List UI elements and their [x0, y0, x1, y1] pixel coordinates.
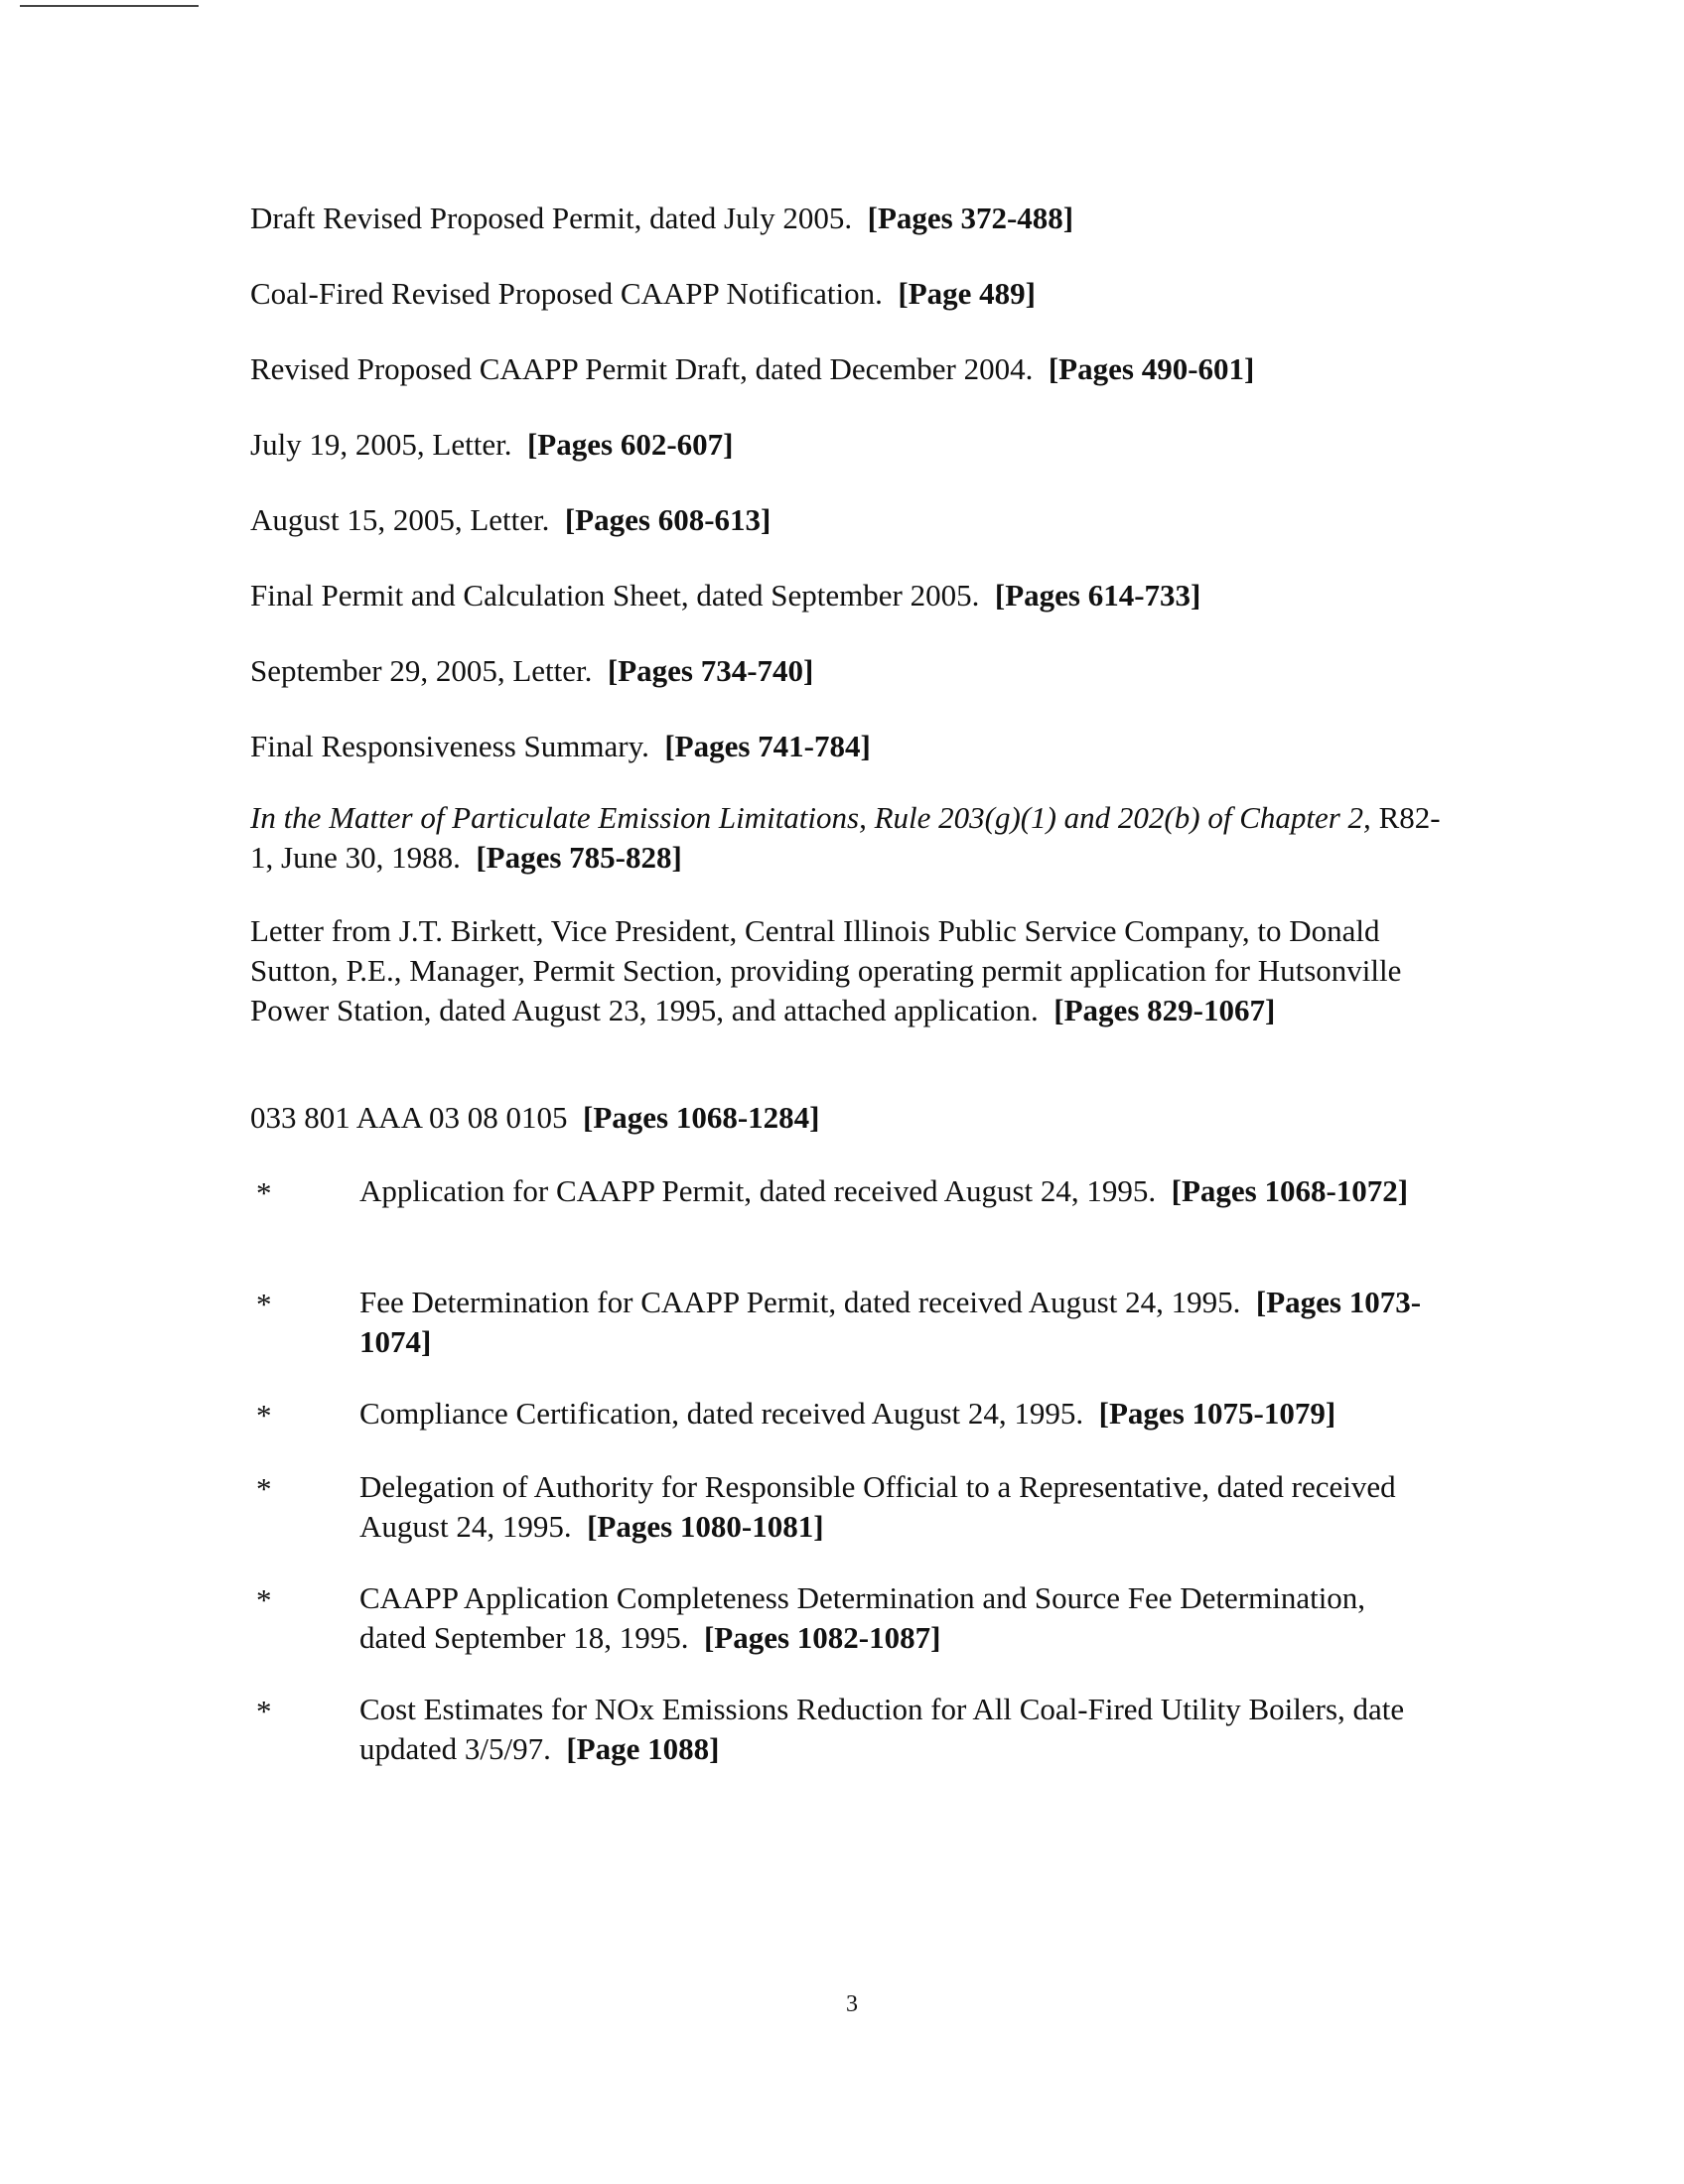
- entry-august-15-letter: [250, 500, 1442, 540]
- entry-final-responsiveness-summary: [250, 727, 1442, 766]
- entry-pages: [Pages 829-1067]: [1053, 993, 1276, 1027]
- bullet-text-block: [359, 1394, 1432, 1433]
- bullet-compliance-certification: [256, 1394, 1448, 1433]
- entry-text: Final Responsiveness Summary.: [250, 729, 649, 763]
- entry-text: Revised Proposed CAAPP Permit Draft, dated December 2004.: [250, 351, 1034, 386]
- bullet-star: *: [256, 1398, 272, 1433]
- bullet-text: Cost Estimates for NOx Emissions Reduction for All Coal-Fired Utility Boilers, date updated 3/5/97.: [359, 1692, 1405, 1766]
- bullet-text: Delegation of Authority for Responsible Official to a Representative, dated received August 24, 1995.: [359, 1469, 1396, 1544]
- page-number: 3: [846, 1991, 858, 2017]
- bullet-fee-determination: [256, 1283, 1448, 1362]
- entry-text: September 29, 2005, Letter.: [250, 653, 593, 688]
- entry-birkett-letter: [250, 911, 1462, 1030]
- bullet-star: *: [256, 1175, 272, 1210]
- bullet-text-block: [359, 1578, 1432, 1658]
- entry-text: R82-1, June 30, 1988.: [250, 800, 1441, 875]
- bullet-delegation-of-authority: [256, 1467, 1448, 1547]
- entry-pages: [Pages 614-733]: [994, 578, 1201, 613]
- bullet-text-block: [359, 1283, 1432, 1362]
- entry-final-permit-calculation-sheet: [250, 576, 1442, 615]
- bullet-text: Compliance Certification, dated received August 24, 1995.: [359, 1396, 1084, 1431]
- entry-pages: [Pages 372-488]: [867, 201, 1074, 235]
- entry-july-19-letter: [250, 425, 1442, 465]
- entry-pages: [Pages 734-740]: [607, 653, 814, 688]
- bullet-pages: [Pages 1068-1072]: [1171, 1173, 1409, 1208]
- bullet-pages: [Pages 1080-1081]: [587, 1509, 824, 1544]
- entry-pages: [Pages 1068-1284]: [583, 1100, 820, 1135]
- bullet-text: Fee Determination for CAAPP Permit, dated received August 24, 1995.: [359, 1285, 1241, 1319]
- bullet-pages: [Pages 1073-1074]: [359, 1285, 1422, 1359]
- bullet-star: *: [256, 1582, 272, 1617]
- entry-case-title: In the Matter of Particulate Emission Limitations, Rule 203(g)(1) and 202(b) of Chapter 2,: [250, 800, 1371, 835]
- entry-pages: [Pages 785-828]: [476, 840, 682, 875]
- bullet-star: *: [256, 1287, 272, 1321]
- entry-text: Final Permit and Calculation Sheet, dated September 2005.: [250, 578, 980, 613]
- entry-september-29-letter: [250, 651, 1442, 691]
- entry-revised-proposed-caapp-draft: [250, 349, 1442, 389]
- entry-text: 033 801 AAA 03 08 0105: [250, 1100, 568, 1135]
- entry-pages: [Pages 602-607]: [526, 427, 734, 462]
- bullet-star: *: [256, 1471, 272, 1506]
- entry-text: August 15, 2005, Letter.: [250, 502, 550, 537]
- entry-text: Letter from J.T. Birkett, Vice President, Central Illinois Public Service Company, to Donald Sutton, P.E., Manager, Permit Section, providing operating permit application for Hutsonville Power Station, dated August 23, 1995, and attached application.: [250, 913, 1402, 1027]
- entry-text: Coal-Fired Revised Proposed CAAPP Notification.: [250, 276, 883, 311]
- entry-033-801-aaa: [250, 1098, 1442, 1138]
- bullet-text-block: [359, 1171, 1432, 1211]
- entry-coal-fired-notification: [250, 274, 1442, 314]
- entry-draft-revised-proposed-permit: [250, 199, 1442, 238]
- bullet-cost-estimates-nox: [256, 1690, 1448, 1769]
- entry-particulate-emission-limitations: [250, 798, 1462, 878]
- bullet-pages: [Pages 1082-1087]: [703, 1620, 941, 1655]
- bullet-completeness-determination: [256, 1578, 1448, 1658]
- entry-pages: [Pages 608-613]: [564, 502, 772, 537]
- top-rule: [20, 5, 199, 7]
- bullet-pages: [Pages 1075-1079]: [1098, 1396, 1336, 1431]
- entry-text: July 19, 2005, Letter.: [250, 427, 512, 462]
- entry-text: Draft Revised Proposed Permit, dated July 2005.: [250, 201, 853, 235]
- entry-pages: [Pages 490-601]: [1048, 351, 1255, 386]
- entry-pages: [Page 489]: [898, 276, 1036, 311]
- bullet-text-block: [359, 1690, 1432, 1769]
- bullet-pages: [Page 1088]: [566, 1731, 720, 1766]
- bullet-text-block: [359, 1467, 1432, 1547]
- bullet-text: Application for CAAPP Permit, dated received August 24, 1995.: [359, 1173, 1157, 1208]
- bullet-text: CAAPP Application Completeness Determination and Source Fee Determination, dated September 18, 1995.: [359, 1580, 1366, 1655]
- entry-pages: [Pages 741-784]: [664, 729, 871, 763]
- bullet-star: *: [256, 1694, 272, 1728]
- bullet-application-caapp: [256, 1171, 1448, 1211]
